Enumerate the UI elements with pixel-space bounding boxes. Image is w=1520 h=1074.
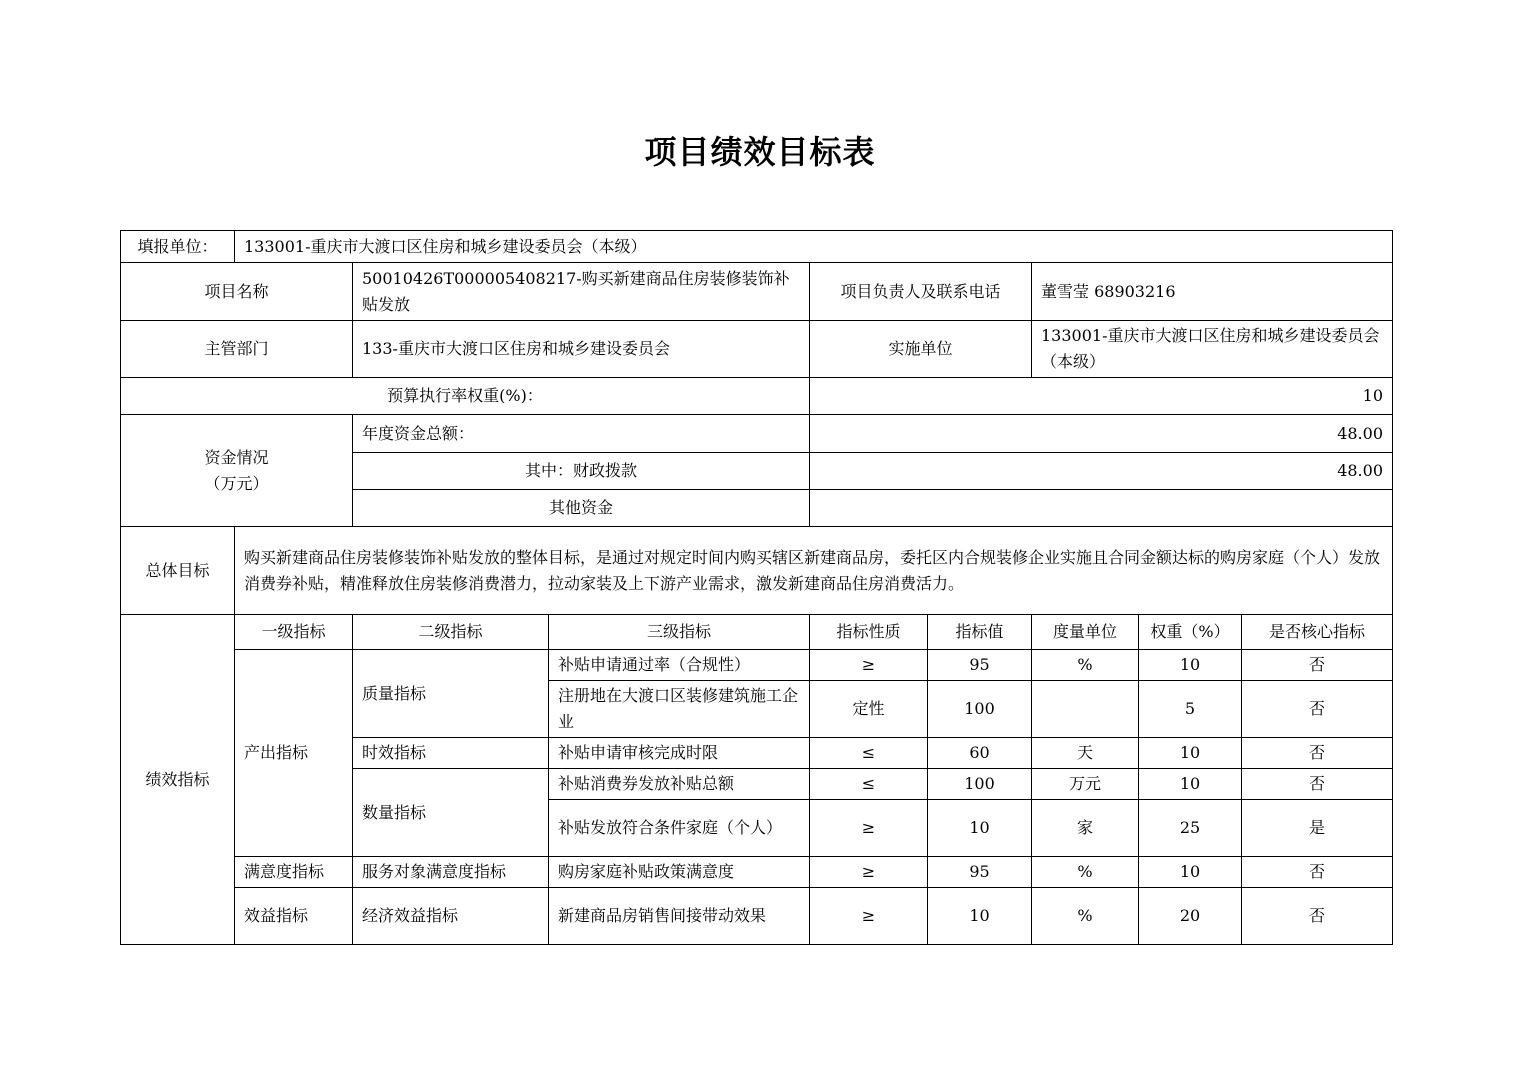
level3-cell: 注册地在大渡口区装修建筑施工企业: [549, 681, 810, 738]
indicators-section-label: 绩效指标: [121, 615, 235, 945]
goal-label: 总体目标: [121, 527, 235, 615]
level3-cell: 新建商品房销售间接带动效果: [549, 888, 810, 945]
column-header: 三级指标: [549, 615, 810, 650]
unit-cell: %: [1032, 857, 1139, 888]
core-cell: 否: [1242, 857, 1393, 888]
nature-cell: ≥: [810, 888, 928, 945]
weight-cell: 10: [1139, 769, 1242, 800]
project-name-value: 50010426T000005408217-购买新建商品住房装修装饰补贴发放: [353, 263, 810, 321]
impl-value: 133001-重庆市大渡口区住房和城乡建设委员会（本级）: [1032, 321, 1393, 378]
level3-cell: 补贴申请通过率（合规性）: [549, 650, 810, 681]
level2-cell: 时效指标: [353, 738, 549, 769]
weight-cell: 20: [1139, 888, 1242, 945]
value-cell: 10: [928, 888, 1032, 945]
impl-label: 实施单位: [810, 321, 1032, 378]
funds-fiscal-label: 其中：财政拨款: [353, 453, 810, 490]
leader-label: 项目负责人及联系电话: [810, 263, 1032, 321]
unit-cell: 家: [1032, 800, 1139, 857]
column-header: 一级指标: [235, 615, 353, 650]
nature-cell: 定性: [810, 681, 928, 738]
level2-cell: 质量指标: [353, 650, 549, 738]
core-cell: 否: [1242, 888, 1393, 945]
level1-cell: 满意度指标: [235, 857, 353, 888]
column-header: 指标性质: [810, 615, 928, 650]
funds-total-value: 48.00: [810, 415, 1393, 453]
table-row: [121, 888, 1393, 945]
level2-cell: 经济效益指标: [353, 888, 549, 945]
page-title: 项目绩效目标表: [644, 133, 876, 171]
value-cell: 60: [928, 738, 1032, 769]
level2-cell: 服务对象满意度指标: [353, 857, 549, 888]
column-header: 二级指标: [353, 615, 549, 650]
weight-cell: 5: [1139, 681, 1242, 738]
fill-unit-value: 133001-重庆市大渡口区住房和城乡建设委员会（本级）: [235, 231, 1393, 263]
dept-value: 133-重庆市大渡口区住房和城乡建设委员会: [353, 321, 810, 378]
nature-cell: ≥: [810, 650, 928, 681]
performance-target-table: [120, 230, 1393, 945]
column-header: 是否核心指标: [1242, 615, 1393, 650]
column-header: 权重（%）: [1139, 615, 1242, 650]
core-cell: 否: [1242, 769, 1393, 800]
unit-cell: %: [1032, 888, 1139, 945]
core-cell: 否: [1242, 650, 1393, 681]
column-header: 指标值: [928, 615, 1032, 650]
unit-cell: %: [1032, 650, 1139, 681]
funds-other-label: 其他资金: [353, 490, 810, 527]
table-row: [121, 857, 1393, 888]
nature-cell: ≥: [810, 800, 928, 857]
weight-cell: 10: [1139, 857, 1242, 888]
dept-label: 主管部门: [121, 321, 353, 378]
funds-total-label: 年度资金总额：: [353, 415, 810, 453]
budget-weight-label: 预算执行率权重(%)：: [121, 378, 810, 415]
core-cell: 是: [1242, 800, 1393, 857]
level3-cell: 补贴消费券发放补贴总额: [549, 769, 810, 800]
value-cell: 100: [928, 769, 1032, 800]
column-header: 度量单位: [1032, 615, 1139, 650]
level3-cell: 补贴申请审核完成时限: [549, 738, 810, 769]
nature-cell: ≤: [810, 738, 928, 769]
funds-label-line1: 资金情况: [204, 447, 269, 467]
nature-cell: ≤: [810, 769, 928, 800]
value-cell: 100: [928, 681, 1032, 738]
level3-cell: 购房家庭补贴政策满意度: [549, 857, 810, 888]
nature-cell: ≥: [810, 857, 928, 888]
funds-label-line2: （万元）: [204, 473, 269, 493]
table-row: [121, 650, 1393, 681]
weight-cell: 25: [1139, 800, 1242, 857]
unit-cell: [1032, 681, 1139, 738]
value-cell: 95: [928, 857, 1032, 888]
unit-cell: 天: [1032, 738, 1139, 769]
budget-weight-value: 10: [810, 378, 1393, 415]
core-cell: 否: [1242, 738, 1393, 769]
weight-cell: 10: [1139, 650, 1242, 681]
value-cell: 95: [928, 650, 1032, 681]
project-name-label: 项目名称: [121, 263, 353, 321]
level2-cell: 数量指标: [353, 769, 549, 857]
weight-cell: 10: [1139, 738, 1242, 769]
level1-cell: 产出指标: [235, 650, 353, 857]
level3-cell: 补贴发放符合条件家庭（个人）: [549, 800, 810, 857]
unit-cell: 万元: [1032, 769, 1139, 800]
funds-fiscal-value: 48.00: [810, 453, 1393, 490]
funds-label: [121, 415, 353, 527]
leader-value: 董雪莹 68903216: [1032, 263, 1393, 321]
fill-unit-label: 填报单位：: [121, 231, 235, 263]
value-cell: 10: [928, 800, 1032, 857]
goal-text: 购买新建商品住房装修装饰补贴发放的整体目标，是通过对规定时间内购买辖区新建商品房，委托区内合规装修企业实施且合同金额达标的购房家庭（个人）发放消费券补贴，精准释放住房装修消费潜力，拉动家装及上下游产业需求，激发新建商品住房消费活力。: [235, 527, 1393, 615]
level1-cell: 效益指标: [235, 888, 353, 945]
funds-other-value: [810, 490, 1393, 527]
core-cell: 否: [1242, 681, 1393, 738]
